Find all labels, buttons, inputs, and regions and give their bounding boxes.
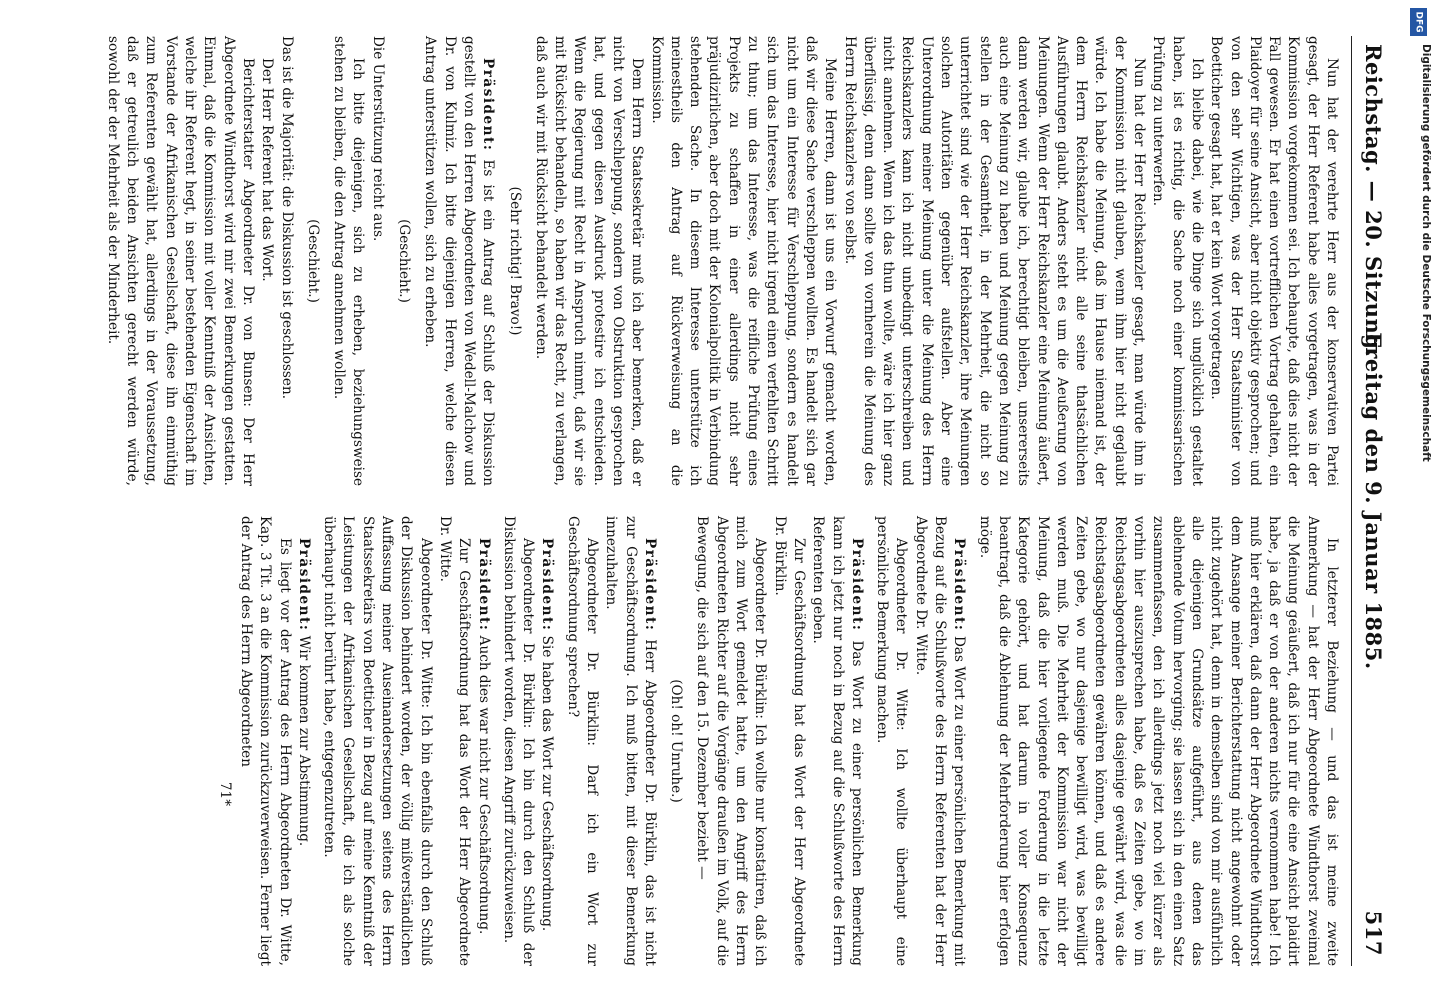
paragraph-text: Das Wort zu einer persönlichen Bemerkung kann ich jetzt nur noch in Bezug auf die Schlußworte des Herrn Referenten geben. bbox=[810, 516, 865, 966]
paragraph bbox=[692, 516, 769, 966]
speaker-label: Präsident: bbox=[475, 538, 492, 632]
paragraph bbox=[276, 36, 295, 486]
paragraph-text: Ich bleibe dabei, wie die Dinge sich unglücklich gestaltet haben, ist es richtig, die Sache noch einer kommissarischen Prüfung zu unterwerfen. bbox=[1150, 36, 1205, 486]
paragraph bbox=[319, 516, 435, 966]
paragraph-text: (Geschieht.) bbox=[304, 219, 321, 303]
paragraph bbox=[974, 516, 1341, 966]
paragraph-text: Wir kommen zur Abstimmung. bbox=[295, 631, 312, 847]
paragraph-text: Es liegt vor der Antrag des Herrn Abgeordneten Dr. Witte, Kap. 3 Tit. 3 an die Kommission zurückzuverweisen. Ferner liegt der Antrag des Herrn Abgeordneten bbox=[237, 516, 293, 966]
left-column bbox=[103, 36, 1341, 486]
paragraph bbox=[236, 516, 294, 966]
paragraph-text: Zur Geschäftsordnung hat das Wort der Herr Abgeordnete Dr. Witte. bbox=[436, 516, 473, 966]
paragraph bbox=[473, 516, 492, 966]
paragraph-text: In letzterer Beziehung — und das ist meine zweite Anmerkung — hat der Herr Abgeordnete Windthorst zweimal die Meinung geäußert, daß ich nur für die eine Ansicht plaidirt habe, ja daß er von der anderen nichts vernommen habe! Ich muß hier erklären, daß dann der Herr Abgeordnete Windthorst dem Ansange meiner Berichterstattung nicht angewohnt oder nicht zugehört hat, denn in demselben sind von mir ausführlich alle diejenigen Grundsätze aufgeführt, aus denen das ablehnende Votum hervorging; sie lassen sich in den einen Satz zusammenfassen, den ich allerdings jetzt noch viel kürzer als vorhin hier auszusprechen habe, daß es Zeiten gebe, wo im Reichstagsabgeordneten alles dasjenige gewährt wird, was die Reichstagsabgeordneten gewähren können, und daß es andere Zeiten gebe, wo nur dasjenige bewilligt wird, was bewilligt werden muß. Die Mehrheit der Kommission war nicht der Meinung, daß die hier vorliegende Forderung in die letzte Kategorie gehört, und hat darum in voller Konsequenz beantragt, daß die Ablehnung der Mehrforderung hier erfolgen möge. bbox=[976, 516, 1340, 966]
speaker-label: Präsident: bbox=[480, 58, 497, 152]
paragraph-text: Die Unterstützung reicht aus. bbox=[369, 36, 386, 242]
paragraph bbox=[531, 36, 647, 486]
paragraph-text: Nun hat der Herr Reichskanzler gesagt, man würde ihm in der Kommission nicht glauben, wenn ihm hier nicht geglaubt würde. Ich habe die Meinung, daß im Hause niemand ist, der dem Herrn Reichskanzler nicht alle seine thatsächlichen Ausführungen glaubt. Anders steht es um die Aeußerung von Meinungen. Wenn der Herr Reichskanzler eine Meinung äußert, dann werden wir, glaube ich, berechtigt bleiben, unsererseits auch eine Meinung zu haben und Meinung gegen Meinung zu stellen in der Gesamtheit, in der Mehrheit, die nicht so unterrichtet sind wie der Herr Reichskanzler, ihre Meinungen solchen Autoritäten gegenüber aufstellen. Aber eine Unterordnung meiner Meinung unter die Meinung des Herrn Reichskanzlers kann ich nicht unbedingt unterschreiben und nicht annehmen. Wenn ich das thun wollte, wäre ich hier ganz überflüssig, denn dann sollte von vornherein die Meinung des Herrn Reichskanzlers von selbst. bbox=[841, 36, 1148, 486]
digitization-sidebar bbox=[1406, 0, 1432, 1000]
paragraph-text: Dem Herrn Staatssekretär muß ich aber bemerken, daß er nicht von Verschleppung, sondern von Obstruktion gesprochen hat, und gegen diesen Ausdruck protestire ich entschieden. Wenn die Regierung mit Recht in Anspruch nimmt, daß wir sie mit Rücksicht behandeln, so haben wir das Recht, zu verlangen, daß auch wir mit Rücksicht behandelt werden. bbox=[532, 36, 646, 486]
paragraph-text: Berichterstatter Abgeordneter Dr. von Bunsen: Der Herr Abgeordnete Windthorst wird mir zwei Bemerkungen gestatten. Einmal, daß die Kommission mit voller Kenntniß der Ansichten, welche ihr Referent hegt, in seiner bestehenden Eigenschaft im Vorstande der Afrikanischen Gesellschaft, diese ihn einmüthig zum Referenten gewählt hat, allerdings in der Voraussetzung, daß er getreulich beiden Ansichten gerecht werden würde, sowohl der der Mehrheit als der Minderheit. bbox=[104, 36, 256, 486]
speaker-label: Präsident: bbox=[848, 538, 865, 632]
paragraph bbox=[329, 36, 368, 486]
paragraph-text: (Sehr richtig! Bravo!) bbox=[506, 186, 523, 336]
paragraph bbox=[562, 516, 601, 966]
dfg-logo-text: DFG bbox=[1413, 11, 1424, 33]
paragraph-text: (Oh! oh! Unruhe.) bbox=[668, 679, 685, 803]
paragraph bbox=[1206, 36, 1341, 486]
paragraph-text: Der Herr Referent hat das Wort. bbox=[259, 58, 276, 282]
page-header bbox=[1351, 36, 1392, 966]
stage-direction bbox=[394, 36, 413, 486]
paragraph-text: Das Wort zu einer persönlichen Bemerkung mit Bezug auf die Schlußworte des Herrn Referenten hat der Herr Abgeordnete Dr. Witte. bbox=[912, 516, 968, 966]
page-number: 517 bbox=[1361, 910, 1386, 956]
paragraph bbox=[1148, 36, 1206, 486]
paragraph bbox=[910, 516, 968, 966]
paragraph-text: (Geschieht.) bbox=[396, 219, 413, 303]
paragraph-text: Abgeordneter Dr. Witte: Ich wollte überhaupt eine persönliche Bemerkung machen. bbox=[874, 516, 910, 966]
paragraph bbox=[839, 36, 1148, 486]
paragraph-text: Abgeordneter Dr. Bürklin: Darf ich ein Wort zur Geschäftsordnung sprechen? bbox=[564, 516, 601, 966]
paragraph bbox=[294, 516, 313, 966]
paragraph bbox=[537, 516, 556, 966]
text-columns bbox=[103, 36, 1341, 966]
header-date: Freitag den 9. Januar 1885. bbox=[1361, 332, 1386, 670]
paragraph-text: Auch dies war nicht zur Geschäftsordnung. bbox=[475, 631, 492, 935]
paragraph-text: Es ist ein Antrag auf Schluß der Diskussion gestellt von den Herren Abgeordneten von Wedell-Malchow und Dr. von Kulmiz. Ich bitte diejenigen Herren, welche diesen Antrag unterstützen wollen, sich zu erheben. bbox=[422, 36, 497, 486]
paragraph-text: Abgeordneter Dr. Bürklin: Ich wollte nur konstatiren, daß ich mich zum Wort gemeldet hatte, um den Angriff des Herrn Abgeordneten Richter auf die Vorgänge draußen im Volk, auf die Bewegung, die sich auf den 15. Dezember bezieht — bbox=[694, 516, 769, 966]
right-column bbox=[103, 516, 1341, 966]
paragraph bbox=[646, 36, 839, 486]
paragraph bbox=[435, 516, 474, 966]
header-session: Reichstag. — 20. Sitzung. bbox=[1361, 44, 1386, 358]
dfg-logo bbox=[1410, 8, 1427, 36]
paragraph bbox=[103, 36, 257, 486]
stage-direction bbox=[303, 36, 322, 486]
paragraph-text: Abgeordneter Dr. Bürklin: Ich bin durch den Schluß der Diskussion behindert worden, diesen Angriff zurückzuweisen. bbox=[500, 516, 537, 966]
paragraph bbox=[257, 36, 276, 486]
stage-direction bbox=[504, 36, 523, 486]
speaker-label: Präsident: bbox=[951, 538, 968, 632]
signature-mark: 71* bbox=[216, 781, 233, 806]
paragraph-text: Zur Geschäftsordnung hat das Wort der Herr Abgeordnete Dr. Bürklin. bbox=[771, 516, 807, 966]
paragraph bbox=[601, 516, 659, 966]
paragraph-text: Herr Abgeordneter Dr. Bürklin, das ist nicht zur Geschäftsordnung. Ich muß bitten, mit dieser Bemerkung innezuhalten. bbox=[603, 516, 658, 966]
stage-direction bbox=[666, 516, 685, 966]
speaker-label: Präsident: bbox=[641, 538, 658, 632]
paragraph bbox=[808, 516, 866, 966]
paragraph-text: Nun hat der verehrte Herr aus der konservativen Partei gesagt, der Herr Referent habe alles vorgetragen, was in der Kommission vorgekommen sei. Ich behaupte, daß dies nicht der Fall gewesen. Er hat einen vortrefflichen Vortrag gehalten, ein Plaidoyer für seine Ansicht, aber nicht objektiv gesprochen; und von den sehr Wichtigen, was der Herr Staatsminister von Boetticher gesagt hat, hat er kein Wort vorgetragen. bbox=[1208, 36, 1340, 486]
paragraph bbox=[499, 516, 538, 966]
paragraph bbox=[420, 36, 497, 486]
paragraph-text: Abgeordneter Dr. Witte: Ich bin ebenfalls durch den Schluß der Diskussion behindert worden, der völlig mißverständlichen Auffassung meiner Auseinandersetzungen seitens des Herrn Staatssekretärs von Boetticher in Bezug auf meine Kenntniß der Leistungen der Afrikanischen Gesellschaft, die ich als solche überhaupt nicht berührt habe, entgegenzutreten. bbox=[321, 516, 434, 966]
dfg-caption: Digitalisierung gefördert durch die Deutsche Forschungsgemeinschaft bbox=[1420, 44, 1432, 462]
paragraph-text: Sie haben das Wort zur Geschäftsordnung. bbox=[539, 631, 556, 932]
paragraph-text: Das ist die Majorität: die Diskussion ist geschlossen. bbox=[278, 36, 295, 400]
speaker-label: Präsident: bbox=[295, 538, 312, 632]
paragraph-text: Meine Herren, dann ist uns ein Vorwurf gemacht worden, daß wir diese Sache verschleppen wollten. Es handelt sich gar nicht um ein Interesse für Verschleppung, sondern es handelt sich um das Interesse, hier nicht irgend einen verfehlten Schritt zu thun; um das Interesse, was die reifliche Prüfung eines Projekts zu schaffen in einer allerdings nicht sehr präjudizirlichen, aber doch mit der Kolonialpolitik in Verbindung stehenden Sache. In diesem Interesse unterstütze ich meinestheils den Antrag auf Rückverweisung an die Kommission. bbox=[648, 36, 839, 486]
paragraph-text: Ich bitte diejenigen, sich zu erheben, beziehungsweise stehen zu bleiben, die den Antrag annehmen wollen. bbox=[331, 36, 367, 486]
speaker-label: Präsident: bbox=[539, 538, 556, 632]
paragraph bbox=[769, 516, 808, 966]
paragraph bbox=[872, 516, 911, 966]
rotated-page bbox=[6, 0, 1406, 1000]
paragraph bbox=[367, 36, 386, 486]
